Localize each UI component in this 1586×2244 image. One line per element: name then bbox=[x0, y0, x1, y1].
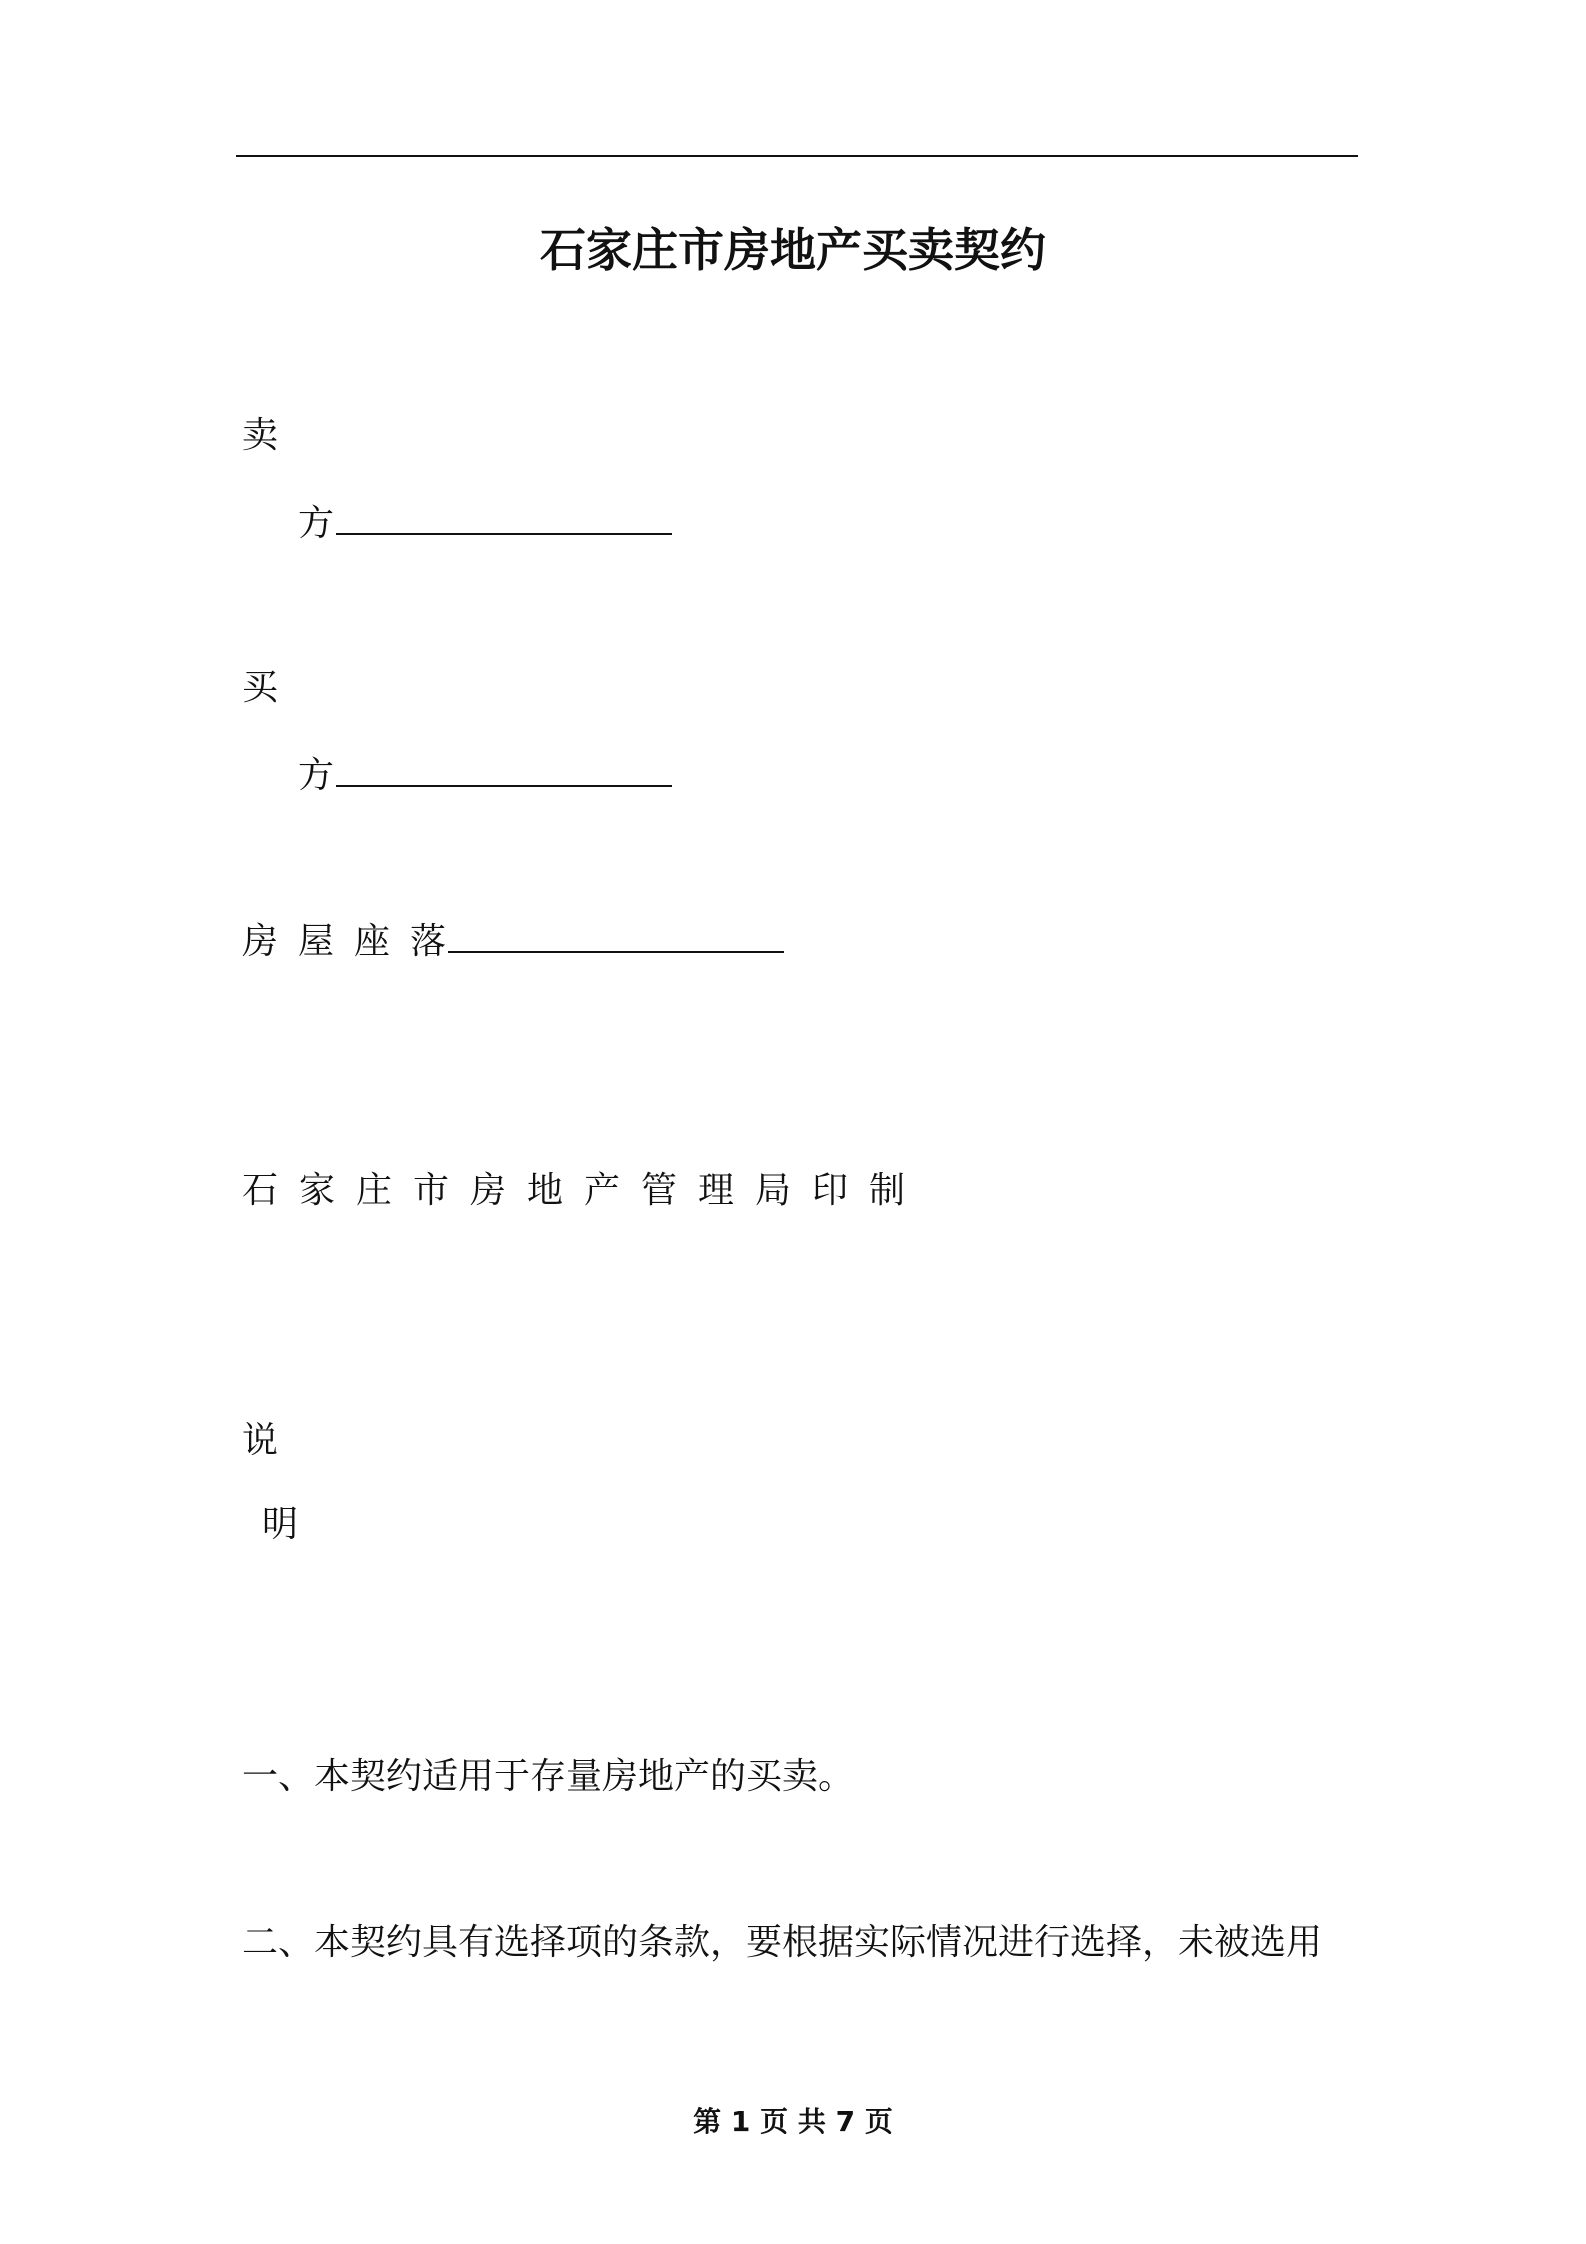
notes-label-line-2: 明 bbox=[262, 1504, 299, 1545]
location-label: 房屋座落 bbox=[242, 921, 467, 962]
page-footer: 第 1 页 共 7 页 bbox=[693, 2105, 893, 2138]
buyer-label-line-2: 方 bbox=[298, 755, 335, 796]
publisher-line: 石家庄市房地产管理局印制 bbox=[242, 1170, 927, 1211]
seller-field bbox=[298, 503, 672, 542]
seller-label-line-1: 卖 bbox=[242, 415, 279, 456]
location-blank[interactable] bbox=[448, 921, 784, 953]
clause-2: 二、本契约具有选择项的条款，要根据实际情况进行选择，未被选用 bbox=[242, 1922, 1323, 1963]
buyer-blank[interactable] bbox=[336, 755, 672, 787]
buyer-field bbox=[298, 755, 672, 794]
buyer-label-line-1: 买 bbox=[242, 667, 279, 708]
header-rule bbox=[236, 155, 1358, 157]
seller-blank[interactable] bbox=[336, 503, 672, 535]
notes-label-line-1: 说 bbox=[242, 1420, 279, 1461]
location-field bbox=[242, 921, 784, 960]
seller-label-line-2: 方 bbox=[298, 503, 335, 544]
clause-1: 一、本契约适用于存量房地产的买卖。 bbox=[242, 1756, 855, 1797]
document-title: 石家庄市房地产买卖契约 bbox=[540, 223, 1046, 277]
